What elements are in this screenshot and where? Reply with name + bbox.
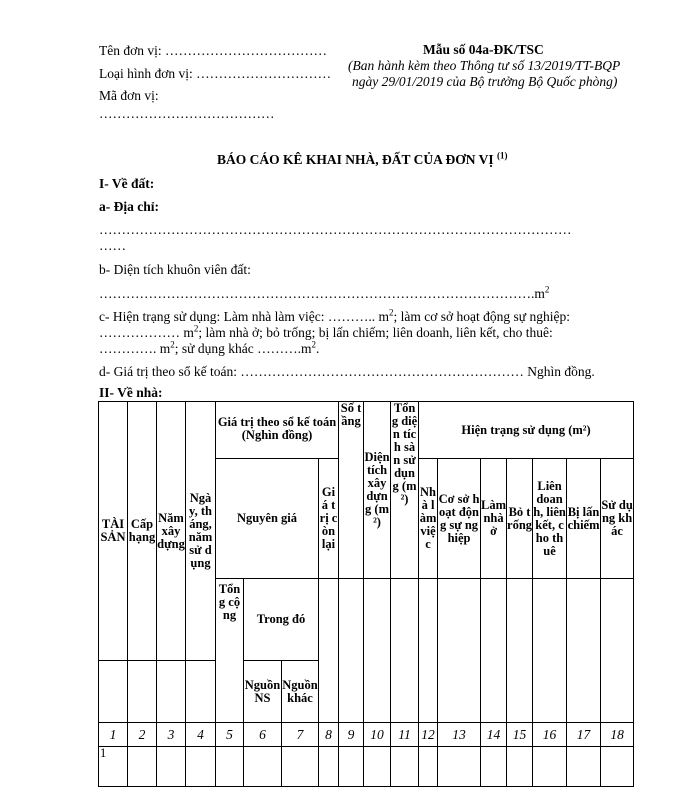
- address-dots-line1: ……………………………………………………………………………………………: [99, 222, 572, 237]
- table-cell[interactable]: [128, 747, 157, 787]
- col-total: Tổng cộng: [216, 579, 244, 723]
- land-area-dots: $\dots\dots\dots\dots\dots\dots\dots\dots\dots\dots\dots\dots\dots\dots\dots\dots\dots\dots\dots\dots\dots\dots\dots\dots\dots\dots\dots\dots\dots\dots\dots\dots.m^2$: [99, 284, 550, 301]
- col-date-used: Ngày, tháng, năm sử dụng: [186, 402, 216, 661]
- table-cell[interactable]: [339, 747, 364, 787]
- table-cell[interactable]: [186, 747, 216, 787]
- col-of-which: Trong đó: [244, 579, 319, 661]
- col-status-group: Hiện trạng sử dụng (m²): [419, 402, 634, 459]
- table-cell[interactable]: [481, 747, 507, 787]
- col-encroached: Bị lấn chiếm: [567, 459, 601, 579]
- book-value-line: d- Giá trị theo sổ kế toán: ……………………………………………………… Nghìn đồng.: [99, 364, 595, 379]
- column-number: 13: [438, 723, 481, 747]
- unit-code-dots: …………………………………: [99, 106, 275, 121]
- table-row: [99, 747, 634, 787]
- issued-note-line2: ngày 29/01/2019 của Bộ trưởng Bộ Quốc phòng): [352, 74, 618, 89]
- usage-status-line2: ……………… $m^2$; làm nhà ở; bỏ trống; bị lấn chiếm; liên doanh, liên kết, cho thuê:: [99, 323, 553, 340]
- col-other-source: Nguồn khác: [282, 661, 319, 723]
- address-dots-line2: ……: [99, 238, 126, 253]
- col-office: Nhà làm việc: [419, 459, 438, 579]
- column-number: 14: [481, 723, 507, 747]
- column-number: 11: [391, 723, 419, 747]
- column-number: 7: [282, 723, 319, 747]
- column-number: 4: [186, 723, 216, 747]
- col-residual-blank: [319, 579, 339, 723]
- col-state-budget: Nguồn NS: [244, 661, 282, 723]
- issued-note-line1: (Ban hành kèm theo Thông tư số 13/2019/TT-BQP: [348, 58, 621, 73]
- column-number: 18: [601, 723, 634, 747]
- column-number: 12: [419, 723, 438, 747]
- table-cell[interactable]: [391, 747, 419, 787]
- col-jv-lease: Liên doanh, liên kết, cho thuê: [533, 459, 567, 579]
- col-build-area: Diện tích xây dựng (m²): [364, 402, 391, 579]
- column-number-row: [99, 723, 634, 747]
- column-number: 17: [567, 723, 601, 747]
- table-cell[interactable]: [438, 747, 481, 787]
- house-heading: II- Về nhà:: [99, 385, 163, 400]
- col-asset: TÀI SẢN: [99, 402, 128, 661]
- col-housing: Làm nhà ở: [481, 459, 507, 579]
- table-cell[interactable]: [601, 747, 634, 787]
- address-label: a- Địa chỉ:: [99, 199, 159, 214]
- table-cell[interactable]: [319, 747, 339, 787]
- land-area-label: b- Diện tích khuôn viên đất:: [99, 262, 251, 277]
- col-grade: Cấp hạng: [128, 402, 157, 661]
- col-original-price: Nguyên giá: [216, 459, 319, 579]
- column-number: 5: [216, 723, 244, 747]
- col-floor-area: Tổng diện tích sàn sử dụng (m²): [391, 402, 419, 579]
- table-cell[interactable]: [282, 747, 319, 787]
- column-number: 2: [128, 723, 157, 747]
- col-service-facility: Cơ sở hoạt động sự nghiệp: [438, 459, 481, 579]
- col-floors: Số tầng: [339, 402, 364, 579]
- column-number: 1: [99, 723, 128, 747]
- col-other-use: Sử dụng khác: [601, 459, 634, 579]
- column-number: 10: [364, 723, 391, 747]
- unit-name-line: Tên đơn vị: ………………………………: [99, 43, 328, 58]
- column-number: 15: [507, 723, 533, 747]
- column-number: 3: [157, 723, 186, 747]
- column-number: 8: [319, 723, 339, 747]
- column-number: 9: [339, 723, 364, 747]
- table-cell[interactable]: [244, 747, 282, 787]
- column-number: 6: [244, 723, 282, 747]
- report-title: BÁO CÁO KÊ KHAI NHÀ, ĐẤT CỦA ĐƠN VỊ $^{(1)}$: [217, 150, 508, 167]
- col-vacant: Bỏ trống: [507, 459, 533, 579]
- table-cell[interactable]: [567, 747, 601, 787]
- title-footnote: (1): [497, 150, 508, 161]
- table-cell[interactable]: [364, 747, 391, 787]
- usage-status-line3: …………. $m^2$; sử dụng khác $\dots\dots\dots.m^2$.: [99, 339, 320, 356]
- house-declaration-table: [98, 401, 634, 787]
- table-cell[interactable]: [157, 747, 186, 787]
- table-cell[interactable]: [419, 747, 438, 787]
- usage-status-line1: c- Hiện trạng sử dụng: Làm nhà làm việc: ……….. $m^2$; làm cơ sở hoạt động sự nghiệp:: [99, 307, 570, 324]
- column-number: 16: [533, 723, 567, 747]
- unit-code-label: Mã đơn vị:: [99, 88, 159, 103]
- col-book-value-group: Giá trị theo sổ kế toán (Nghìn đồng): [216, 402, 339, 459]
- table-cell[interactable]: [216, 747, 244, 787]
- form-number: Mẫu số 04a-ĐK/TSC: [423, 42, 544, 57]
- land-heading: I- Về đất:: [99, 176, 155, 191]
- unit-type-line: Loại hình đơn vị: …………………………: [99, 66, 332, 81]
- table-cell[interactable]: [507, 747, 533, 787]
- col-year-built: Năm xây dựng: [157, 402, 186, 661]
- row-label: 1: [99, 747, 128, 787]
- col-residual-value: Giá trị còn lại: [319, 459, 339, 579]
- table-cell[interactable]: [533, 747, 567, 787]
